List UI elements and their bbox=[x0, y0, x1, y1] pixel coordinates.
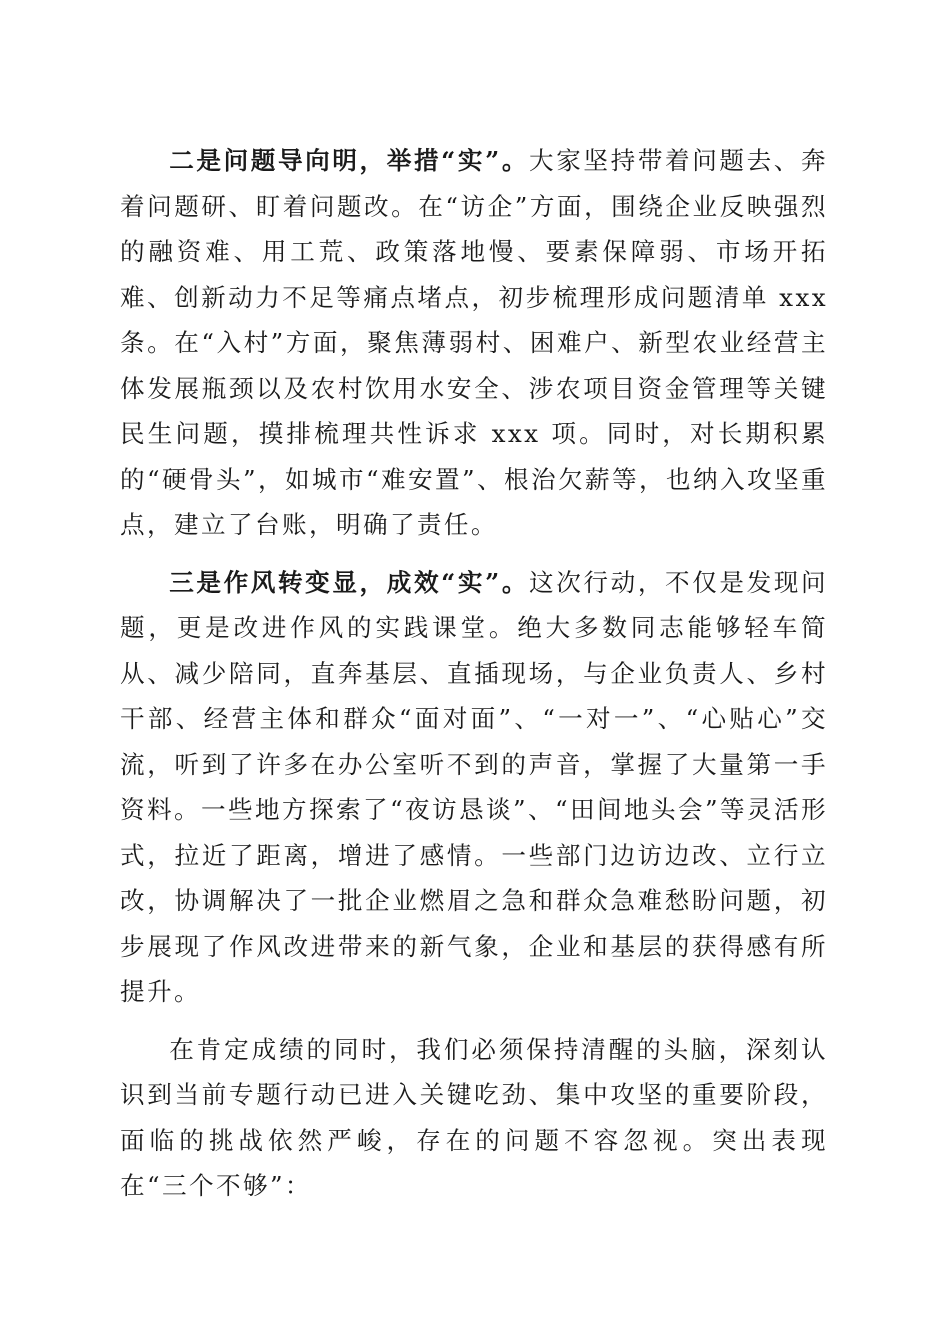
paragraph-text: 在肯定成绩的同时，我们必须保持清醒的头脑，深刻认识到当前专题行动已进入关键吃劲、集中攻坚的重要阶段，面临的挑战依然严峻，存在的问题不容忽视。突出表现在“三个不够”： bbox=[120, 1034, 828, 1200]
paragraph-transition bbox=[120, 1027, 828, 1209]
paragraph-achievement-3 bbox=[120, 560, 828, 1015]
paragraph-lead: 三是作风转变显，成效“实”。 bbox=[169, 567, 530, 597]
document-body bbox=[120, 138, 828, 1221]
paragraph-text: 这次行动，不仅是发现问题，更是改进作风的实践课堂。绝大多数同志能够轻车简从、减少陪同，直奔基层、直插现场，与企业负责人、乡村干部、经营主体和群众“面对面”、“一对一”、“心贴心”交流，听到了许多在办公室听不到的声音，掌握了大量第一手资料。一些地方探索了“夜访恳谈”、“田间地头会”等灵活形式，拉近了距离，增进了感情。一些部门边访边改、立行立改，协调解决了一批企业燃眉之急和群众急难愁盼问题，初步展现了作风改进带来的新气象，企业和基层的获得感有所提升。 bbox=[120, 567, 828, 1006]
paragraph-text: 大家坚持带着问题去、奔着问题研、盯着问题改。在“访企”方面，围绕企业反映强烈的融资难、用工荒、政策落地慢、要素保障弱、市场开拓难、创新动力不足等痛点堵点，初步梳理形成问题清单 xxx 条。在“入村”方面，聚焦薄弱村、困难户、新型农业经营主体发展瓶颈以及农村饮用水安全、涉农项目资金管理等关键民生问题，摸排梳理共性诉求 xxx 项。同时，对长期积累的“硬骨头”，如城市“难安置”、根治欠薪等，也纳入攻坚重点，建立了台账，明确了责任。 bbox=[120, 146, 828, 539]
paragraph-lead: 二是问题导向明，举措“实”。 bbox=[169, 146, 530, 175]
paragraph-achievement-2 bbox=[120, 138, 828, 548]
